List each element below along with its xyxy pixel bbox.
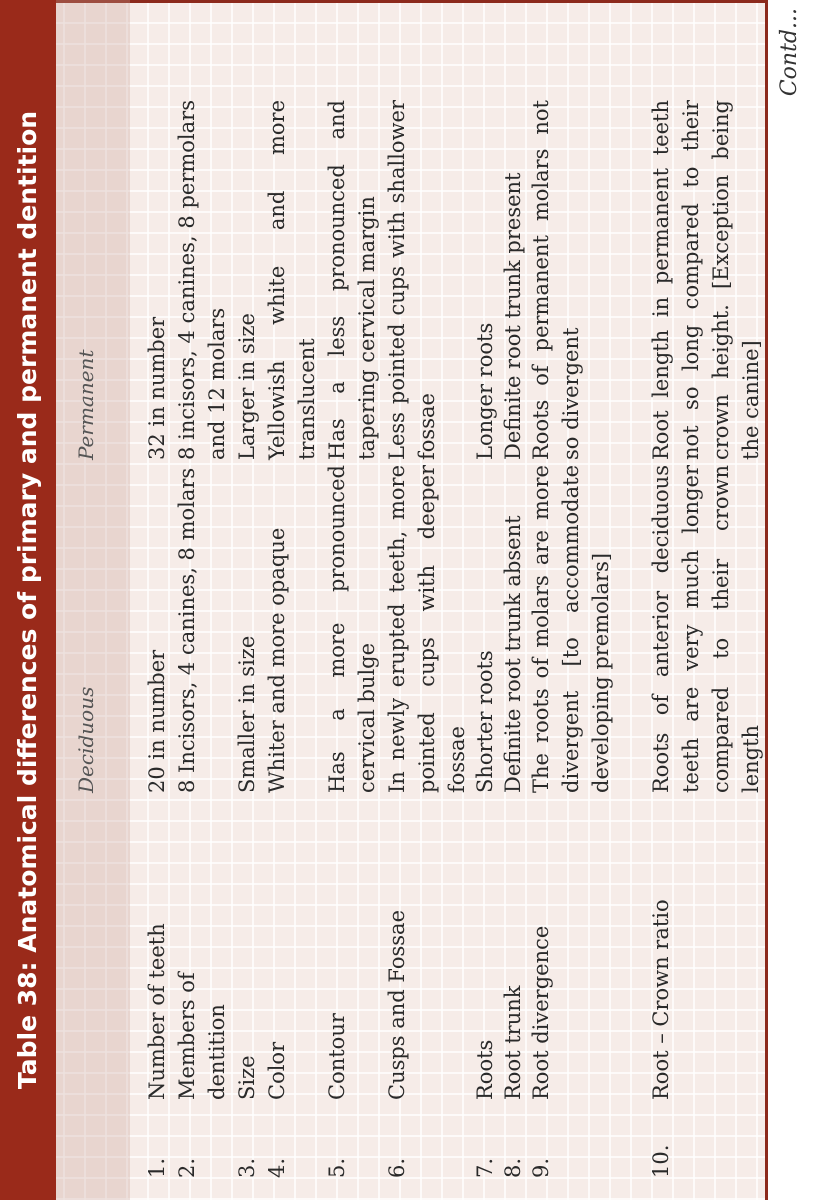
row-feature: Roots [473,1039,497,1100]
row-feature: Cusps and Fossae [385,910,409,1100]
row-deciduous: Smaller in size [235,635,259,793]
row-number: 6. [385,1157,409,1178]
row-permanent: Definite root trunk present [501,172,525,460]
row-permanent: Less pointed cups with shallower fossae [385,100,439,460]
row-deciduous: 20 in number [145,649,169,793]
row-permanent: Longer roots [473,322,497,460]
row-number: 9. [529,1157,553,1178]
row-permanent: 32 in number [145,316,169,460]
row-number: 2. [175,1157,199,1178]
row-permanent: Yellowish white and more translucent [265,100,319,460]
row-feature: Root – Crown ratio [649,899,673,1100]
row-number: 10. [649,1144,673,1178]
row-deciduous: 8 Incisors, 4 canines, 8 molars [175,467,199,793]
row-permanent: 8 incisors, 4 canines, 8 permolars and 12 molars [175,100,229,460]
row-deciduous: In newly erupted teeth, more pointed cups with deeper fossae [385,465,469,793]
header-deciduous: Deciduous [74,686,98,793]
row-feature: Color [265,1041,289,1100]
row-feature: Number of teeth [145,923,169,1100]
row-permanent: Larger in size [235,313,259,460]
row-number: 5. [325,1157,349,1178]
row-deciduous: Has a more pronounced cervical bulge [325,465,379,793]
row-number: 3. [235,1157,259,1178]
row-number: 8. [501,1157,525,1178]
row-deciduous: Definite root trunk absent [501,515,525,793]
header-permanent: Permanent [74,349,98,460]
row-permanent: Roots of permanent molars not so divergent [529,100,583,460]
row-feature: Contour [325,1013,349,1100]
row-number: 4. [265,1157,289,1178]
row-feature: Root trunk [501,985,525,1100]
row-permanent: Root length in permanent teeth not so long compared to their crown height. [Exception being the canine] [649,100,763,460]
row-deciduous: Whiter and more opaque [265,527,289,793]
row-feature: Members of dentition [175,972,229,1100]
continued-note: Contd... [777,8,802,97]
row-number: 1. [145,1157,169,1178]
row-feature: Size [235,1055,259,1100]
row-permanent: Has a less pronounced and tapering cervical margin [325,100,379,460]
table-title: Table 38: Anatomical differences of primary and permanent dentition [0,0,56,1200]
row-deciduous: Roots of anterior deciduous teeth are very much longer compared to their crown length [649,465,763,793]
row-feature: Root divergence [529,925,553,1100]
row-deciduous: Shorter roots [473,650,497,793]
row-number: 7. [473,1157,497,1178]
row-deciduous: The roots of molars are more divergent [to accommodate developing premolars] [529,465,613,793]
table-header-band [56,0,130,1200]
